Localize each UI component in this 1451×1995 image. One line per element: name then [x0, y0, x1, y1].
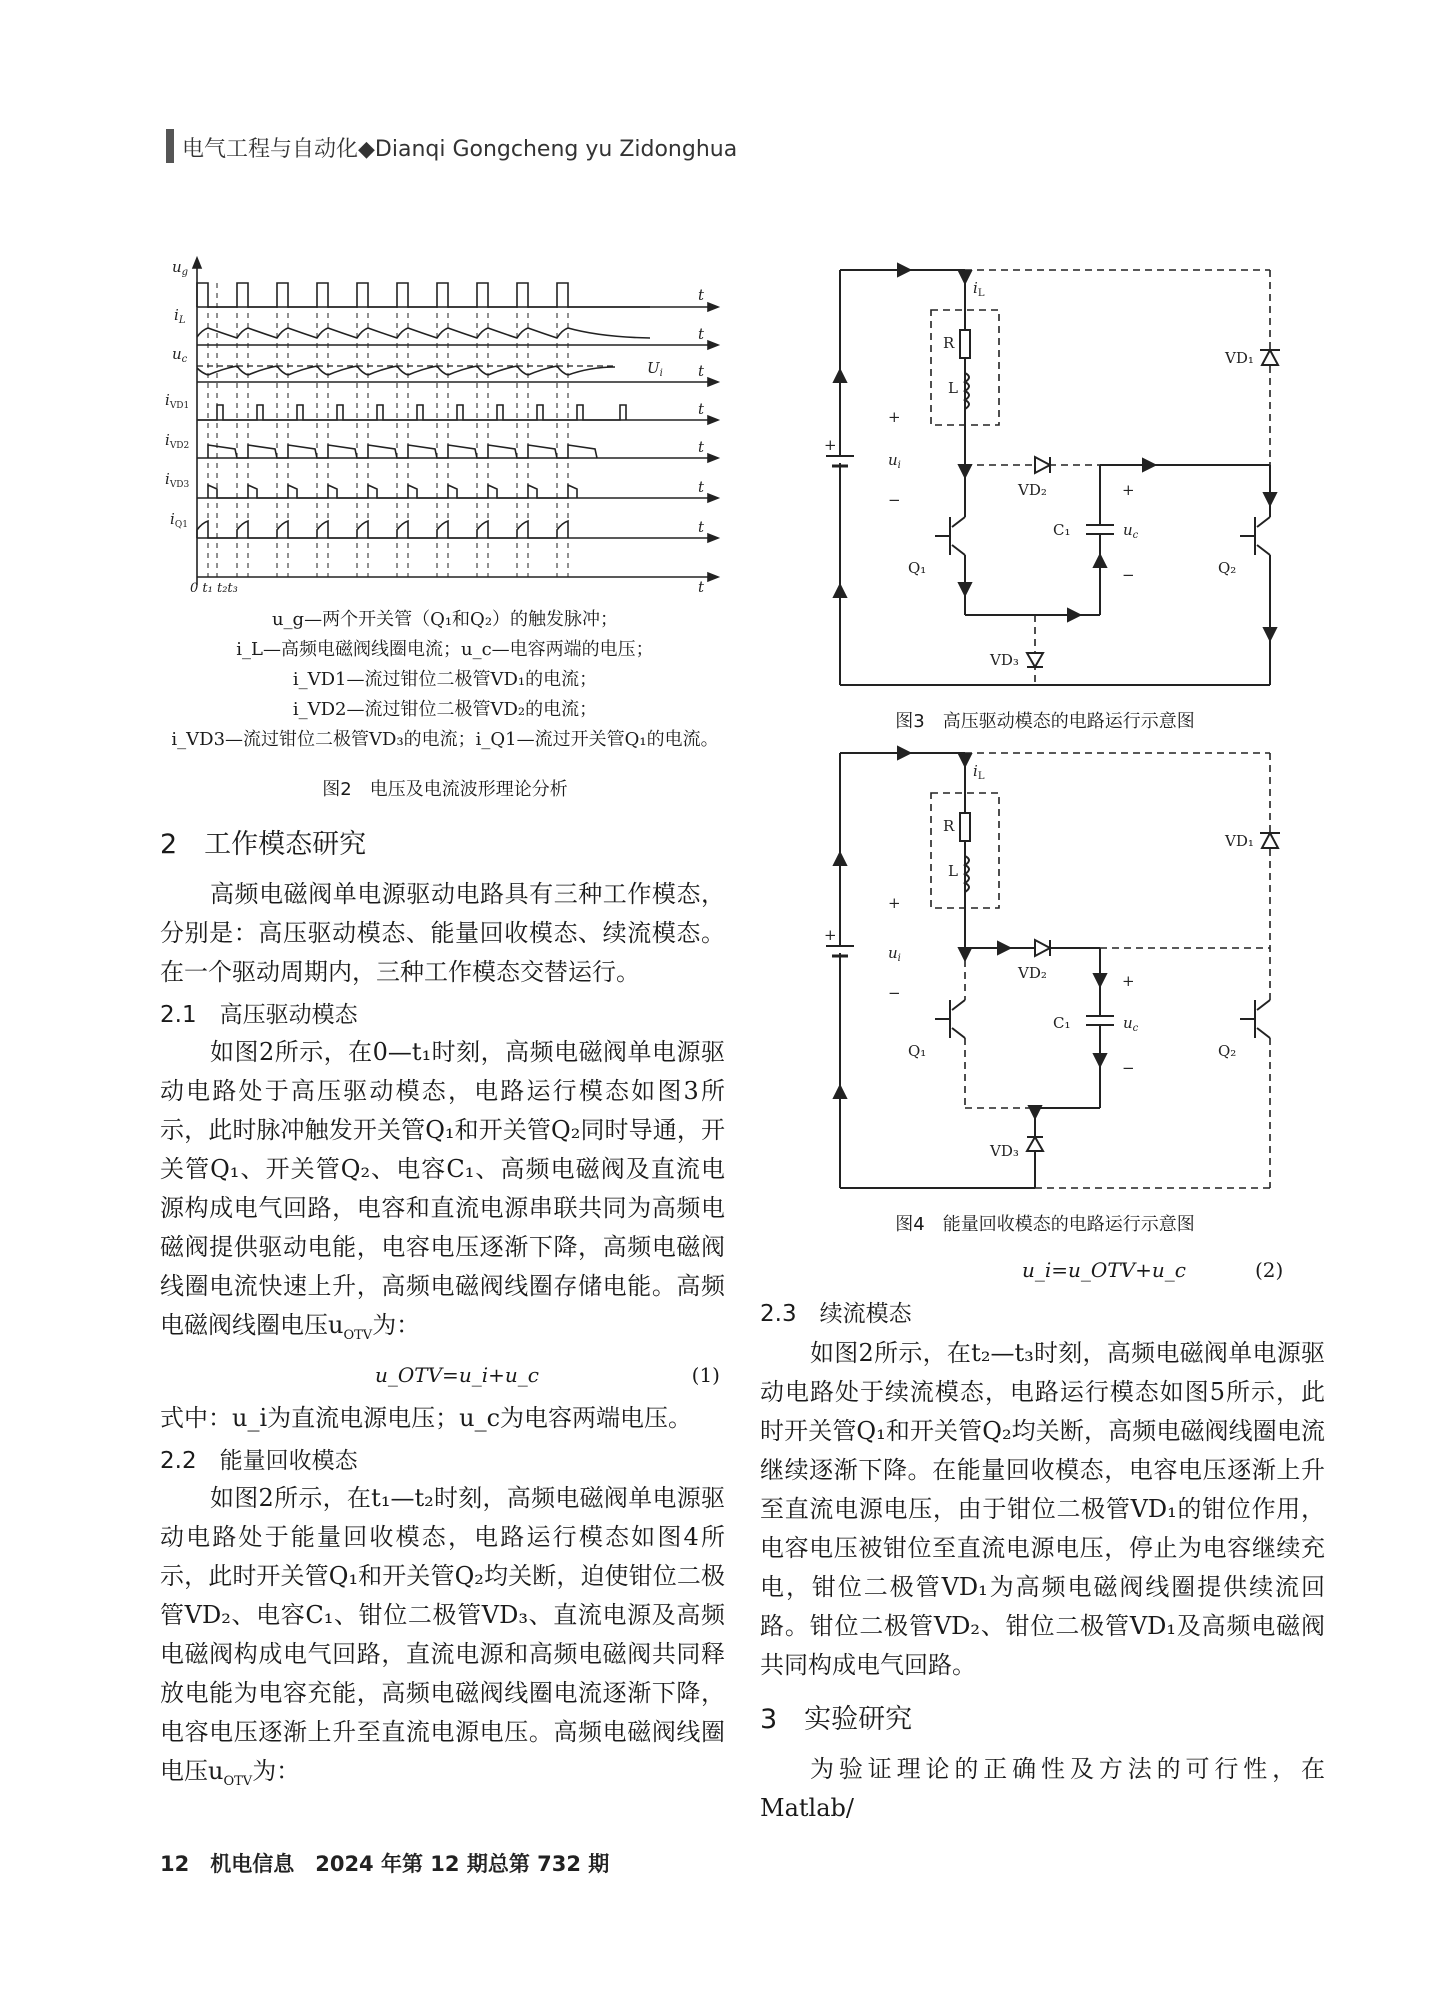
- figure2-legend: [160, 605, 730, 755]
- equation-1-note: 式中：u_i为直流电源电压；u_c为电容两端电压。: [160, 1403, 693, 1432]
- figure4-caption: 图4 能量回收模态的电路运行示意图: [895, 1214, 1195, 1235]
- label-iL: $i_L$: [973, 279, 985, 299]
- t-label: t: [698, 362, 705, 380]
- t-label: t: [698, 518, 705, 536]
- section-3-paragraph: 为验证理论的正确性及方法的可行性，在Matlab/: [760, 1755, 1325, 1822]
- section-2-3-title: 2.3 续流模态: [760, 1301, 912, 1327]
- minus-sign: −: [888, 984, 901, 1002]
- section-3-title: 3 实验研究: [760, 1704, 913, 1735]
- label-C1: C₁: [1053, 521, 1071, 539]
- label-Ui: $U_i$: [647, 359, 663, 379]
- section-2-1-paragraph: [160, 1033, 725, 1355]
- figure2-waveforms: [160, 255, 730, 595]
- legend-line: i_VD1—流过钳位二极管VD₁的电流；: [292, 669, 598, 690]
- label-Q2: Q₂: [1218, 1042, 1237, 1060]
- plus-sign: +: [824, 436, 837, 454]
- label-iL: $i_L$: [973, 762, 985, 782]
- label-ui: $u_i$: [888, 451, 901, 471]
- label-uc: $u_c$: [1123, 521, 1139, 541]
- t-label: t: [698, 438, 705, 456]
- label-iL: $i_L$: [174, 306, 186, 326]
- label-L: L: [948, 379, 958, 397]
- label-VD3: VD₃: [990, 1142, 1019, 1160]
- t-label: t: [698, 325, 705, 343]
- figure2-caption: 图2 电压及电流波形理论分析: [322, 779, 568, 800]
- equation-1: u_OTV=u_i+u_c: [375, 1362, 539, 1387]
- label-R: R: [943, 817, 955, 835]
- subscript: OTV: [343, 1327, 373, 1343]
- t-label: t: [698, 578, 705, 595]
- section-2-3-paragraph: 如图2所示，在t₂—t₃时刻，高频电磁阀单电源驱动电路处于续流模态，电路运行模态如图5所示，此时开关管Q₁和开关管Q₂均关断，高频电磁阀线圈电流继续逐渐下降。在能量回收模态，电容电压逐渐上升至直流电源电压，由于钳位二极管VD₁的钳位作用，电容电压被钳位至直流电源电压，停止为电容继续充电，钳位二极管VD₁为高频电磁阀线圈提供续流回路。钳位二极管VD₂、钳位二极管VD₁及高频电磁阀共同构成电气回路。: [760, 1339, 1325, 1679]
- label-VD3: VD₃: [990, 651, 1019, 669]
- label-R: R: [943, 334, 955, 352]
- para-text: 如图2所示，在0—t₁时刻，高频电磁阀单电源驱动电路处于高压驱动模态，电路运行模态如图3所示，此时脉冲触发开关管Q₁和开关管Q₂同时导通，开关管Q₁、开关管Q₂、电容C₁、高频电磁阀及直流电源构成电气回路，电容和直流电源串联共同为高频电磁阀提供驱动电能，电容电压逐渐下降，高频电磁阀线圈电流快速上升，高频电磁阀线圈存储电能。高频电磁阀线圈电压u: [160, 1038, 725, 1339]
- plus-sign: +: [888, 408, 901, 426]
- label-iVD3: $i_{VD3}$: [165, 470, 190, 490]
- plus-sign: +: [888, 894, 901, 912]
- t-label: t: [698, 286, 705, 304]
- running-header: 电气工程与自动化◆Dianqi Gongcheng yu Zidonghua: [182, 137, 738, 162]
- section-2-title: 2 工作模态研究: [160, 829, 367, 860]
- label-VD2: VD₂: [1018, 964, 1047, 982]
- figure3-caption: 图3 高压驱动模态的电路运行示意图: [895, 711, 1195, 732]
- minus-sign: −: [888, 491, 901, 509]
- plus-sign: +: [1122, 972, 1135, 990]
- label-uc: $u_c$: [1123, 1014, 1139, 1034]
- legend-line: u_g—两个开关管（Q₁和Q₂）的触发脉冲；: [271, 609, 619, 630]
- label-uc: $u_c$: [172, 345, 188, 365]
- plus-sign: +: [824, 926, 837, 944]
- legend-line: i_VD2—流过钳位二极管VD₂的电流；: [292, 699, 598, 720]
- label-VD1: VD₁: [1225, 832, 1254, 850]
- legend-line: i_VD3—流过钳位二极管VD₃的电流；i_Q1—流过开关管Q₁的电流。: [171, 729, 719, 750]
- figure4-circuit: [810, 738, 1280, 1200]
- label-Q2: Q₂: [1218, 559, 1237, 577]
- label-VD1: VD₁: [1225, 349, 1254, 367]
- section-2-2-paragraph: [160, 1479, 725, 1801]
- equation-2: u_i=u_OTV+u_c: [1022, 1258, 1186, 1282]
- minus-sign: −: [1122, 566, 1135, 584]
- right-column: [760, 1295, 1325, 1828]
- minus-sign: −: [1122, 1059, 1135, 1077]
- figure3-circuit: [810, 255, 1280, 700]
- label-iVD1: $i_{VD1}$: [165, 391, 190, 411]
- label-iVD2: $i_{VD2}$: [165, 431, 190, 451]
- section-2-paragraph: 高频电磁阀单电源驱动电路具有三种工作模态，分别是：高压驱动模态、能量回收模态、续流模态。在一个驱动周期内，三种工作模态交替运行。: [160, 880, 725, 986]
- label-L: L: [948, 862, 958, 880]
- label-iQ1: $i_{Q1}$: [170, 510, 188, 530]
- para-text: 为：: [252, 1756, 301, 1785]
- label-Q1: Q₁: [908, 559, 927, 577]
- section-2-2-title: 2.2 能量回收模态: [160, 1447, 358, 1474]
- label-ug: $u_g$: [172, 258, 189, 278]
- t-label: t: [698, 478, 705, 496]
- left-column: [160, 822, 725, 1801]
- equation-1-number: (1): [691, 1362, 720, 1387]
- label-ui: $u_i$: [888, 944, 901, 964]
- plus-sign: +: [1122, 481, 1135, 499]
- para-text: 如图2所示，在t₁—t₂时刻，高频电磁阀单电源驱动电路处于能量回收模态，电路运行模态如图4所示，此时开关管Q₁和开关管Q₂均关断，迫使钳位二极管VD₂、电容C₁、钳位二极管VD₃、直流电源及高频电磁阀构成电气回路，直流电源和高频电磁阀共同释放电能为电容充能，高频电磁阀线圈电流逐渐下降，电容电压逐渐上升至直流电源电压。高频电磁阀线圈电压u: [160, 1483, 725, 1785]
- legend-line: i_L—高频电磁阀线圈电流；u_c—电容两端的电压；: [236, 639, 654, 660]
- label-Q1: Q₁: [908, 1042, 927, 1060]
- header-bar: [166, 129, 174, 163]
- equation-2-number: (2): [1255, 1258, 1284, 1282]
- section-2-1-title: 2.1 高压驱动模态: [160, 1002, 358, 1028]
- t-label: t: [698, 400, 705, 418]
- subscript: OTV: [223, 1773, 253, 1789]
- page-footer: 12 机电信息 2024 年第 12 期总第 732 期: [160, 1852, 610, 1876]
- label-VD2: VD₂: [1018, 481, 1047, 499]
- time-ticks: 0 t₁ t₂t₃: [190, 581, 238, 595]
- label-C1: C₁: [1053, 1014, 1071, 1032]
- para-text: 为：: [372, 1311, 421, 1339]
